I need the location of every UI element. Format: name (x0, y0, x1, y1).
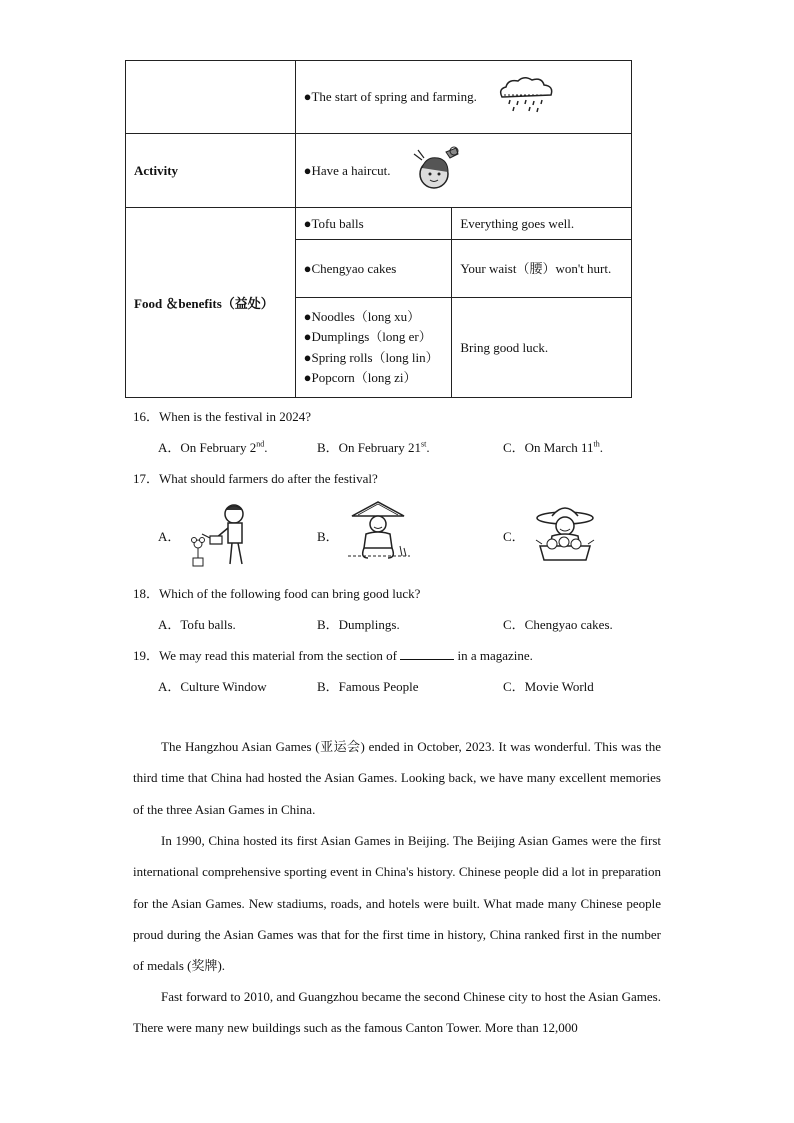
option-letter: C． (503, 440, 525, 455)
benefit-2: Bring good luck. (452, 298, 632, 398)
option-end: . (599, 440, 603, 455)
festival-info-table (125, 60, 632, 398)
ordinal-suffix: nd (256, 439, 265, 449)
passage-paragraph-3: Fast forward to 2010, and Guangzhou became the second Chinese city to host the Asian Games. There were many new buildings such as the famous Canton Tower. More than 12,000 (133, 989, 661, 1036)
row0-text: The start of spring and farming. (311, 89, 477, 104)
haircut-icon (410, 144, 462, 196)
activity-text: Have a haircut. (311, 162, 391, 178)
question-18 (133, 583, 420, 602)
q19-option-b[interactable]: B．Famous People (317, 679, 419, 694)
activity-content: ●Have a haircut. (295, 134, 631, 208)
question-number: 19． (133, 648, 160, 663)
food-item: Popcorn（long zi） (311, 370, 417, 385)
option-letter: A． (158, 529, 181, 544)
question-text: What should farmers do after the festival? (159, 471, 378, 486)
question-number: 18． (133, 586, 160, 601)
food-item: Noodles（long xu） (311, 308, 421, 324)
ordinal-suffix: th (593, 439, 600, 449)
passage-paragraph-2: In 1990, China hosted its first Asian Games in Beijing. The Beijing Asian Games were the first international comprehensive sporting event in China's history. Chinese people did a lot in preparation for the Asian Games. New stadiums, roads, and hotels were built. What made many Chinese people proud during the Asian Games was that for the first time in history, China ranked first in the number of medals (奖牌). (133, 833, 661, 974)
food-label: Food ＆benefits（益处） (126, 208, 296, 398)
q17-option-c[interactable] (503, 526, 525, 545)
option-end: . (426, 440, 430, 455)
farmer-planting-icon (344, 500, 414, 562)
benefit-1: Your waist（腰）won't hurt. (452, 240, 632, 298)
row0-content: ●The start of spring and farming. (295, 61, 631, 134)
q18-option-a[interactable]: A．Tofu balls. (158, 617, 236, 632)
food-group-1: ●Chengyao cakes (295, 240, 452, 298)
food-item: Tofu balls (311, 215, 364, 231)
food-item: Chengyao cakes (311, 260, 397, 276)
q19-option-a[interactable]: A．Culture Window (158, 679, 267, 694)
option-letter: B． (317, 529, 339, 544)
food-group-0: ●Tofu balls (295, 208, 452, 240)
ordinal-suffix: st (421, 439, 427, 449)
activity-label: Activity (126, 134, 296, 208)
question-19 (133, 645, 533, 664)
question-number: 17． (133, 471, 160, 486)
option-text: On February 2 (180, 440, 257, 455)
question-17 (133, 468, 378, 487)
option-text: On February 21 (338, 440, 421, 455)
passage-paragraph-1: The Hangzhou Asian Games (亚运会) ended in October, 2023. It was wonderful. This was the third time that China had hosted the Asian Games. Looking back, we have many excellent memories of the three Asian Games in China. (133, 739, 661, 817)
question-text: Which of the following food can bring good luck? (159, 586, 421, 601)
row0-label (126, 61, 296, 134)
question-number: 16． (133, 409, 160, 424)
q18-option-c[interactable]: C．Chengyao cakes. (503, 617, 613, 632)
option-end: . (264, 440, 268, 455)
food-item: Spring rolls（long lin） (311, 349, 439, 365)
q17-option-b[interactable] (317, 526, 339, 545)
option-letter: C． (503, 529, 525, 544)
farmer-harvest-icon (530, 500, 600, 562)
q17-option-a[interactable] (158, 526, 180, 545)
option-text: On March 11 (524, 440, 594, 455)
option-letter: B． (317, 440, 339, 455)
watering-flowers-icon (186, 500, 266, 568)
answer-blank[interactable] (400, 648, 454, 660)
question-16 (133, 406, 311, 425)
question-text: We may read this material from the section of (159, 648, 397, 663)
q16-option-a[interactable] (158, 437, 267, 456)
food-item: Dumplings（long er） (311, 329, 432, 344)
food-group-2: ●Noodles（long xu） ●Dumplings（long er） ●Spring rolls（long lin） ●Popcorn（long zi） (295, 298, 452, 398)
option-letter: A． (158, 440, 181, 455)
benefit-0: Everything goes well. (452, 208, 632, 240)
q18-option-b[interactable]: B．Dumplings. (317, 617, 400, 632)
rain-cloud-icon (496, 75, 556, 115)
q16-option-b[interactable] (317, 437, 430, 456)
question-text-end: in a magazine. (457, 648, 533, 663)
q16-option-c[interactable] (503, 437, 603, 456)
q19-option-c[interactable]: C．Movie World (503, 679, 594, 694)
question-text: When is the festival in 2024? (159, 409, 312, 424)
